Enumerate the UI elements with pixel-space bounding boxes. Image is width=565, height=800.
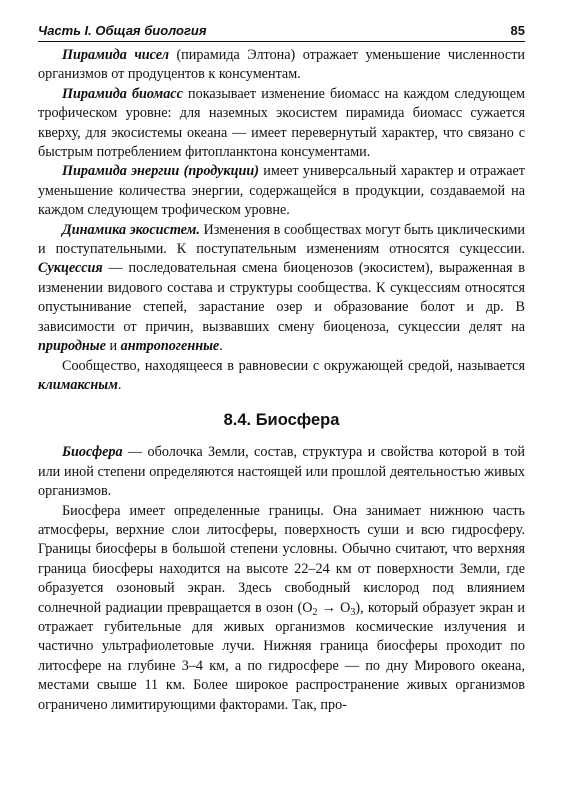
paragraph-text: — оболочка Земли, состав, структура и свойства которой в той или иной степени определяются настоящей или прошлой деятельностью живых организмов. [38, 444, 525, 500]
paragraph-text: показывает изменение биомасс на каждом следующем трофическом уровне: для наземных экосистем пирамида биомасс сужается кверху, для экосистемы океана — имеет перевернутый характер, что связано с быстрым потреблением фитопланктона консументами. [38, 85, 525, 161]
paragraph-text: . [219, 338, 223, 355]
paragraph-text: ), который образует экран и отражает губительные для живых организмов космические излучения и частично ультрафиолетовые лучи. Нижняя граница биосферы проходит по литосфере на глубине 3–4 км, а по гидросфере — по дну Мирового океана, местами свыше 11 км. Более широкое распространение живых организмов ограничено лимитирующими факторами. Так, про- [38, 599, 525, 713]
paragraph-energy-pyramid [38, 162, 525, 220]
paragraph-text: (пирамида Элтона) отражает уменьшение численности организмов от продуцентов к консументам. [38, 47, 525, 83]
paragraph-biosphere-boundaries [38, 502, 525, 715]
term-ecosystem-dynamics: Динамика экосистем. [62, 221, 200, 238]
term-climax: климаксным [38, 376, 118, 393]
term-energy-pyramid: Пирамида энергии (продукции) [62, 163, 259, 180]
subscript: 3 [350, 606, 356, 618]
header-rule [38, 41, 525, 42]
term-biomass-pyramid: Пирамида биомасс [62, 85, 183, 102]
running-header [38, 18, 525, 38]
paragraph-number-pyramid [38, 46, 525, 85]
paragraph-text: Изменения в сообществах могут быть циклическими и поступательными. К поступательным изменениям относятся сукцессии. [38, 221, 525, 258]
paragraph-text: → O [317, 599, 351, 616]
term-number-pyramid: Пирамида чисел [62, 47, 169, 63]
subscript: 2 [312, 606, 318, 618]
paragraph-text: имеет универсальный характер и отражает уменьшение количества энергии, содержащейся в продукции, создаваемой на каждом следующем трофическом уровне. [38, 163, 525, 219]
term-anthropogenic: антропогенные [120, 338, 220, 355]
paragraph-ecosystem-dynamics [38, 221, 525, 357]
paragraph-text: — последовательная смена биоценозов (экосистем), выраженная в изменении видового состава и структуры сообщества. К сукцессиям относятся опустынивание степей, зарастание озер и образование болот и др. В зависимости от причин, вызвавших смену биоценоза, сукцессии делят на [38, 260, 525, 335]
paragraph-text: . [117, 376, 122, 393]
running-title: Часть I. Общая биология [38, 23, 207, 38]
term-biosphere: Биосфера [62, 444, 123, 461]
paragraph-climax [38, 357, 525, 396]
section-heading: 8.4. Биосфера [223, 411, 340, 430]
page-body [38, 46, 525, 715]
paragraph-text: Сообщество, находящееся в равновесии с окружающей средой, называется [62, 357, 525, 374]
paragraph-text: и [105, 338, 121, 355]
paragraph-biosphere-definition [38, 443, 525, 501]
term-natural: природные [38, 338, 106, 355]
page-number: 85 [510, 23, 525, 38]
term-succession: Сукцессия [38, 260, 103, 277]
paragraph-text: Биосфера имеет определенные границы. Она занимает нижнюю часть атмосферы, верхние слои литосферы, поверхность суши и всю гидросферу. Границы биосферы в большой степени условны. Обычно считают, что верхняя граница биосферы находится на высоте 22–24 км от поверхности Земли, где образуется озоновый экран. Здесь свободный кислород под влиянием солнечной радиации превращается в озон (O [38, 502, 525, 616]
paragraph-biomass-pyramid [38, 85, 525, 163]
